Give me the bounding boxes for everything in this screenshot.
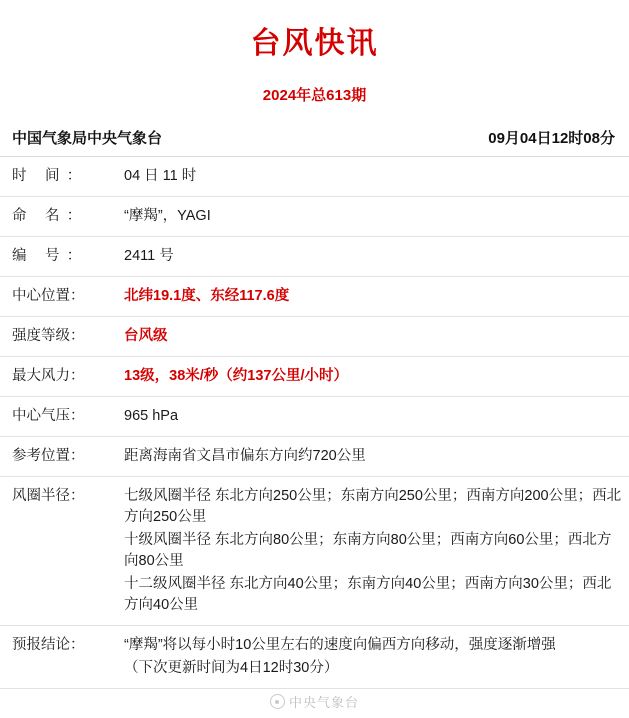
field-value: 距离海南省文昌市偏东方向约720公里 xyxy=(124,448,366,465)
radius-line-12: 十二级风圈半径 东北方向40公里；东南方向40公里；西南方向30公里；西北方向40公里 xyxy=(124,576,612,614)
page-title: 台风快讯 xyxy=(250,27,379,60)
weibo-eye-icon xyxy=(270,694,285,709)
table-row xyxy=(0,197,629,237)
radius-line-7: 七级风圈半径 东北方向250公里；东南方向250公里；西南方向200公里；西北方向250公里 xyxy=(124,488,622,526)
field-value: 2411 号 xyxy=(124,248,174,265)
table-row xyxy=(0,437,629,477)
table-row xyxy=(0,397,629,437)
field-label: 参考位置： xyxy=(12,448,85,465)
field-value-forecast xyxy=(110,626,629,689)
field-label: 强度等级： xyxy=(12,328,85,345)
field-value: 北纬19.1度、东经117.6度 xyxy=(124,288,290,305)
table-row xyxy=(0,157,629,197)
field-value: “摩羯”，YAGI xyxy=(124,208,211,225)
field-label: 预报结论： xyxy=(12,637,85,654)
field-value: 04 日 11 时 xyxy=(124,168,197,184)
bulletin-datetime: 09月04日12时08分 xyxy=(488,130,615,147)
field-value-wind-radius xyxy=(110,477,629,626)
table-row xyxy=(0,277,629,317)
field-label: 编 号： xyxy=(12,248,89,265)
agency-name: 中国气象局中央气象台 xyxy=(12,130,163,147)
table-row xyxy=(0,317,629,357)
table-row-forecast xyxy=(0,626,629,689)
field-value: 965 hPa xyxy=(124,408,179,425)
field-label: 时 间： xyxy=(12,168,89,184)
table-row-wind-radius xyxy=(0,477,629,626)
watermark-text: 中央气象台 xyxy=(288,695,359,710)
field-value: 台风级 xyxy=(124,328,168,345)
table-row xyxy=(0,357,629,397)
field-label: 命 名： xyxy=(12,208,89,225)
forecast-line-next-update: （下次更新时间为4日12时30分） xyxy=(124,660,339,677)
table-row xyxy=(0,237,629,277)
watermark xyxy=(0,692,629,712)
field-label: 中心位置： xyxy=(12,288,85,305)
field-label: 中心气压： xyxy=(12,408,85,425)
forecast-line-main: “摩羯”将以每小时10公里左右的速度向偏西方向移动，强度逐渐增强 xyxy=(124,637,556,654)
field-label: 最大风力： xyxy=(12,368,85,385)
byline xyxy=(0,127,629,148)
issue-number: 2024年总613期 xyxy=(262,87,367,104)
bulletin-table xyxy=(0,157,629,689)
radius-line-10: 十级风圈半径 东北方向80公里；东南方向80公里；西南方向60公里；西北方向80公里 xyxy=(124,532,612,570)
field-value: 13级，38米/秒（约137公里/小时） xyxy=(124,368,349,385)
field-label: 风圈半径： xyxy=(12,488,85,505)
